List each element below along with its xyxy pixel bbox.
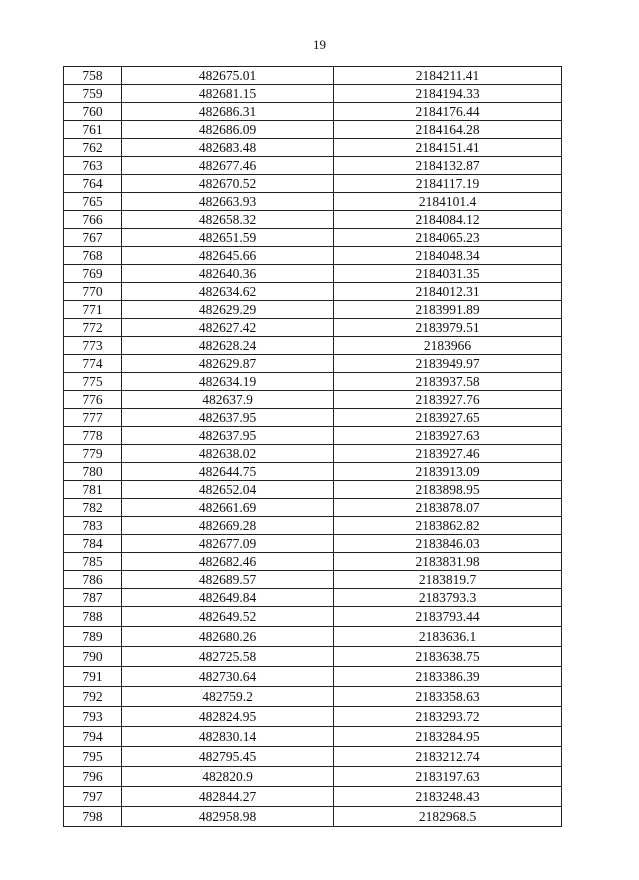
y-coordinate-cell: 2184164.28: [334, 121, 562, 139]
point-number-cell: 773: [64, 337, 122, 355]
table-row: [64, 265, 562, 283]
x-coordinate-cell: 482637.95: [122, 409, 334, 427]
y-coordinate-cell: 2184031.35: [334, 265, 562, 283]
x-coordinate-cell: 482677.46: [122, 157, 334, 175]
y-coordinate-cell: 2182968.5: [334, 807, 562, 827]
x-coordinate-cell: 482652.04: [122, 481, 334, 499]
y-coordinate-cell: 2183878.07: [334, 499, 562, 517]
point-number-cell: 759: [64, 85, 122, 103]
x-coordinate-cell: 482629.29: [122, 301, 334, 319]
y-coordinate-cell: 2183197.63: [334, 767, 562, 787]
point-number-cell: 781: [64, 481, 122, 499]
table-row: [64, 103, 562, 121]
table-row: [64, 627, 562, 647]
x-coordinate-cell: 482681.15: [122, 85, 334, 103]
x-coordinate-cell: 482640.36: [122, 265, 334, 283]
table-row: [64, 373, 562, 391]
x-coordinate-cell: 482675.01: [122, 67, 334, 85]
point-number-cell: 776: [64, 391, 122, 409]
y-coordinate-cell: 2184084.12: [334, 211, 562, 229]
point-number-cell: 766: [64, 211, 122, 229]
x-coordinate-cell: 482759.2: [122, 687, 334, 707]
point-number-cell: 795: [64, 747, 122, 767]
table-row: [64, 767, 562, 787]
point-number-cell: 761: [64, 121, 122, 139]
y-coordinate-cell: 2183293.72: [334, 707, 562, 727]
coordinates-table-body: [64, 67, 562, 827]
table-row: [64, 283, 562, 301]
y-coordinate-cell: 2183927.46: [334, 445, 562, 463]
x-coordinate-cell: 482644.75: [122, 463, 334, 481]
table-row: [64, 427, 562, 445]
y-coordinate-cell: 2183358.63: [334, 687, 562, 707]
y-coordinate-cell: 2184065.23: [334, 229, 562, 247]
y-coordinate-cell: 2183386.39: [334, 667, 562, 687]
point-number-cell: 798: [64, 807, 122, 827]
x-coordinate-cell: 482958.98: [122, 807, 334, 827]
x-coordinate-cell: 482638.02: [122, 445, 334, 463]
y-coordinate-cell: 2184048.34: [334, 247, 562, 265]
table-row: [64, 85, 562, 103]
point-number-cell: 768: [64, 247, 122, 265]
point-number-cell: 792: [64, 687, 122, 707]
y-coordinate-cell: 2183284.95: [334, 727, 562, 747]
table-row: [64, 211, 562, 229]
table-row: [64, 193, 562, 211]
y-coordinate-cell: 2183862.82: [334, 517, 562, 535]
x-coordinate-cell: 482629.87: [122, 355, 334, 373]
x-coordinate-cell: 482634.19: [122, 373, 334, 391]
point-number-cell: 785: [64, 553, 122, 571]
x-coordinate-cell: 482844.27: [122, 787, 334, 807]
y-coordinate-cell: 2184101.4: [334, 193, 562, 211]
table-row: [64, 787, 562, 807]
table-row: [64, 727, 562, 747]
x-coordinate-cell: 482649.84: [122, 589, 334, 607]
table-row: [64, 337, 562, 355]
x-coordinate-cell: 482627.42: [122, 319, 334, 337]
y-coordinate-cell: 2183937.58: [334, 373, 562, 391]
table-row: [64, 463, 562, 481]
y-coordinate-cell: 2183793.44: [334, 607, 562, 627]
table-row: [64, 667, 562, 687]
y-coordinate-cell: 2183898.95: [334, 481, 562, 499]
y-coordinate-cell: 2183638.75: [334, 647, 562, 667]
table-row: [64, 647, 562, 667]
table-row: [64, 157, 562, 175]
table-row: [64, 445, 562, 463]
y-coordinate-cell: 2183636.1: [334, 627, 562, 647]
table-row: [64, 319, 562, 337]
page-number: 19: [313, 37, 326, 52]
point-number-cell: 787: [64, 589, 122, 607]
y-coordinate-cell: 2183979.51: [334, 319, 562, 337]
x-coordinate-cell: 482830.14: [122, 727, 334, 747]
table-row: [64, 481, 562, 499]
x-coordinate-cell: 482725.58: [122, 647, 334, 667]
point-number-cell: 782: [64, 499, 122, 517]
y-coordinate-cell: 2184176.44: [334, 103, 562, 121]
x-coordinate-cell: 482637.9: [122, 391, 334, 409]
x-coordinate-cell: 482634.62: [122, 283, 334, 301]
y-coordinate-cell: 2184151.41: [334, 139, 562, 157]
x-coordinate-cell: 482686.09: [122, 121, 334, 139]
table-row: [64, 229, 562, 247]
x-coordinate-cell: 482663.93: [122, 193, 334, 211]
table-row: [64, 747, 562, 767]
y-coordinate-cell: 2183212.74: [334, 747, 562, 767]
point-number-cell: 770: [64, 283, 122, 301]
y-coordinate-cell: 2183831.98: [334, 553, 562, 571]
y-coordinate-cell: 2183248.43: [334, 787, 562, 807]
x-coordinate-cell: 482637.95: [122, 427, 334, 445]
y-coordinate-cell: 2183819.7: [334, 571, 562, 589]
point-number-cell: 765: [64, 193, 122, 211]
table-row: [64, 121, 562, 139]
table-row: [64, 175, 562, 193]
y-coordinate-cell: 2183846.03: [334, 535, 562, 553]
table-row: [64, 589, 562, 607]
x-coordinate-cell: 482730.64: [122, 667, 334, 687]
x-coordinate-cell: 482677.09: [122, 535, 334, 553]
y-coordinate-cell: 2183991.89: [334, 301, 562, 319]
point-number-cell: 778: [64, 427, 122, 445]
point-number-cell: 790: [64, 647, 122, 667]
point-number-cell: 777: [64, 409, 122, 427]
table-row: [64, 409, 562, 427]
table-row: [64, 553, 562, 571]
point-number-cell: 783: [64, 517, 122, 535]
point-number-cell: 774: [64, 355, 122, 373]
table-row: [64, 707, 562, 727]
point-number-cell: 791: [64, 667, 122, 687]
table-row: [64, 607, 562, 627]
y-coordinate-cell: 2183927.76: [334, 391, 562, 409]
x-coordinate-cell: 482680.26: [122, 627, 334, 647]
x-coordinate-cell: 482628.24: [122, 337, 334, 355]
x-coordinate-cell: 482683.48: [122, 139, 334, 157]
y-coordinate-cell: 2183949.97: [334, 355, 562, 373]
point-number-cell: 797: [64, 787, 122, 807]
point-number-cell: 789: [64, 627, 122, 647]
table-row: [64, 301, 562, 319]
table-row: [64, 571, 562, 589]
point-number-cell: 763: [64, 157, 122, 175]
point-number-cell: 760: [64, 103, 122, 121]
point-number-cell: 764: [64, 175, 122, 193]
y-coordinate-cell: 2183927.65: [334, 409, 562, 427]
point-number-cell: 793: [64, 707, 122, 727]
x-coordinate-cell: 482658.32: [122, 211, 334, 229]
point-number-cell: 780: [64, 463, 122, 481]
point-number-cell: 784: [64, 535, 122, 553]
x-coordinate-cell: 482670.52: [122, 175, 334, 193]
point-number-cell: 762: [64, 139, 122, 157]
y-coordinate-cell: 2183966: [334, 337, 562, 355]
table-row: [64, 499, 562, 517]
point-number-cell: 796: [64, 767, 122, 787]
y-coordinate-cell: 2183927.63: [334, 427, 562, 445]
table-row: [64, 391, 562, 409]
x-coordinate-cell: 482651.59: [122, 229, 334, 247]
table-row: [64, 67, 562, 85]
x-coordinate-cell: 482649.52: [122, 607, 334, 627]
point-number-cell: 788: [64, 607, 122, 627]
x-coordinate-cell: 482824.95: [122, 707, 334, 727]
y-coordinate-cell: 2184132.87: [334, 157, 562, 175]
x-coordinate-cell: 482689.57: [122, 571, 334, 589]
x-coordinate-cell: 482682.46: [122, 553, 334, 571]
x-coordinate-cell: 482669.28: [122, 517, 334, 535]
y-coordinate-cell: 2184211.41: [334, 67, 562, 85]
table-row: [64, 355, 562, 373]
y-coordinate-cell: 2184012.31: [334, 283, 562, 301]
point-number-cell: 779: [64, 445, 122, 463]
table-row: [64, 247, 562, 265]
table-row: [64, 687, 562, 707]
y-coordinate-cell: 2183913.09: [334, 463, 562, 481]
point-number-cell: 769: [64, 265, 122, 283]
y-coordinate-cell: 2184194.33: [334, 85, 562, 103]
x-coordinate-cell: 482686.31: [122, 103, 334, 121]
point-number-cell: 775: [64, 373, 122, 391]
x-coordinate-cell: 482645.66: [122, 247, 334, 265]
y-coordinate-cell: 2184117.19: [334, 175, 562, 193]
x-coordinate-cell: 482820.9: [122, 767, 334, 787]
table-row: [64, 535, 562, 553]
table-row: [64, 139, 562, 157]
x-coordinate-cell: 482661.69: [122, 499, 334, 517]
table-row: [64, 807, 562, 827]
y-coordinate-cell: 2183793.3: [334, 589, 562, 607]
point-number-cell: 786: [64, 571, 122, 589]
x-coordinate-cell: 482795.45: [122, 747, 334, 767]
point-number-cell: 767: [64, 229, 122, 247]
point-number-cell: 771: [64, 301, 122, 319]
coordinates-table: [63, 66, 562, 827]
point-number-cell: 794: [64, 727, 122, 747]
point-number-cell: 772: [64, 319, 122, 337]
point-number-cell: 758: [64, 67, 122, 85]
table-row: [64, 517, 562, 535]
